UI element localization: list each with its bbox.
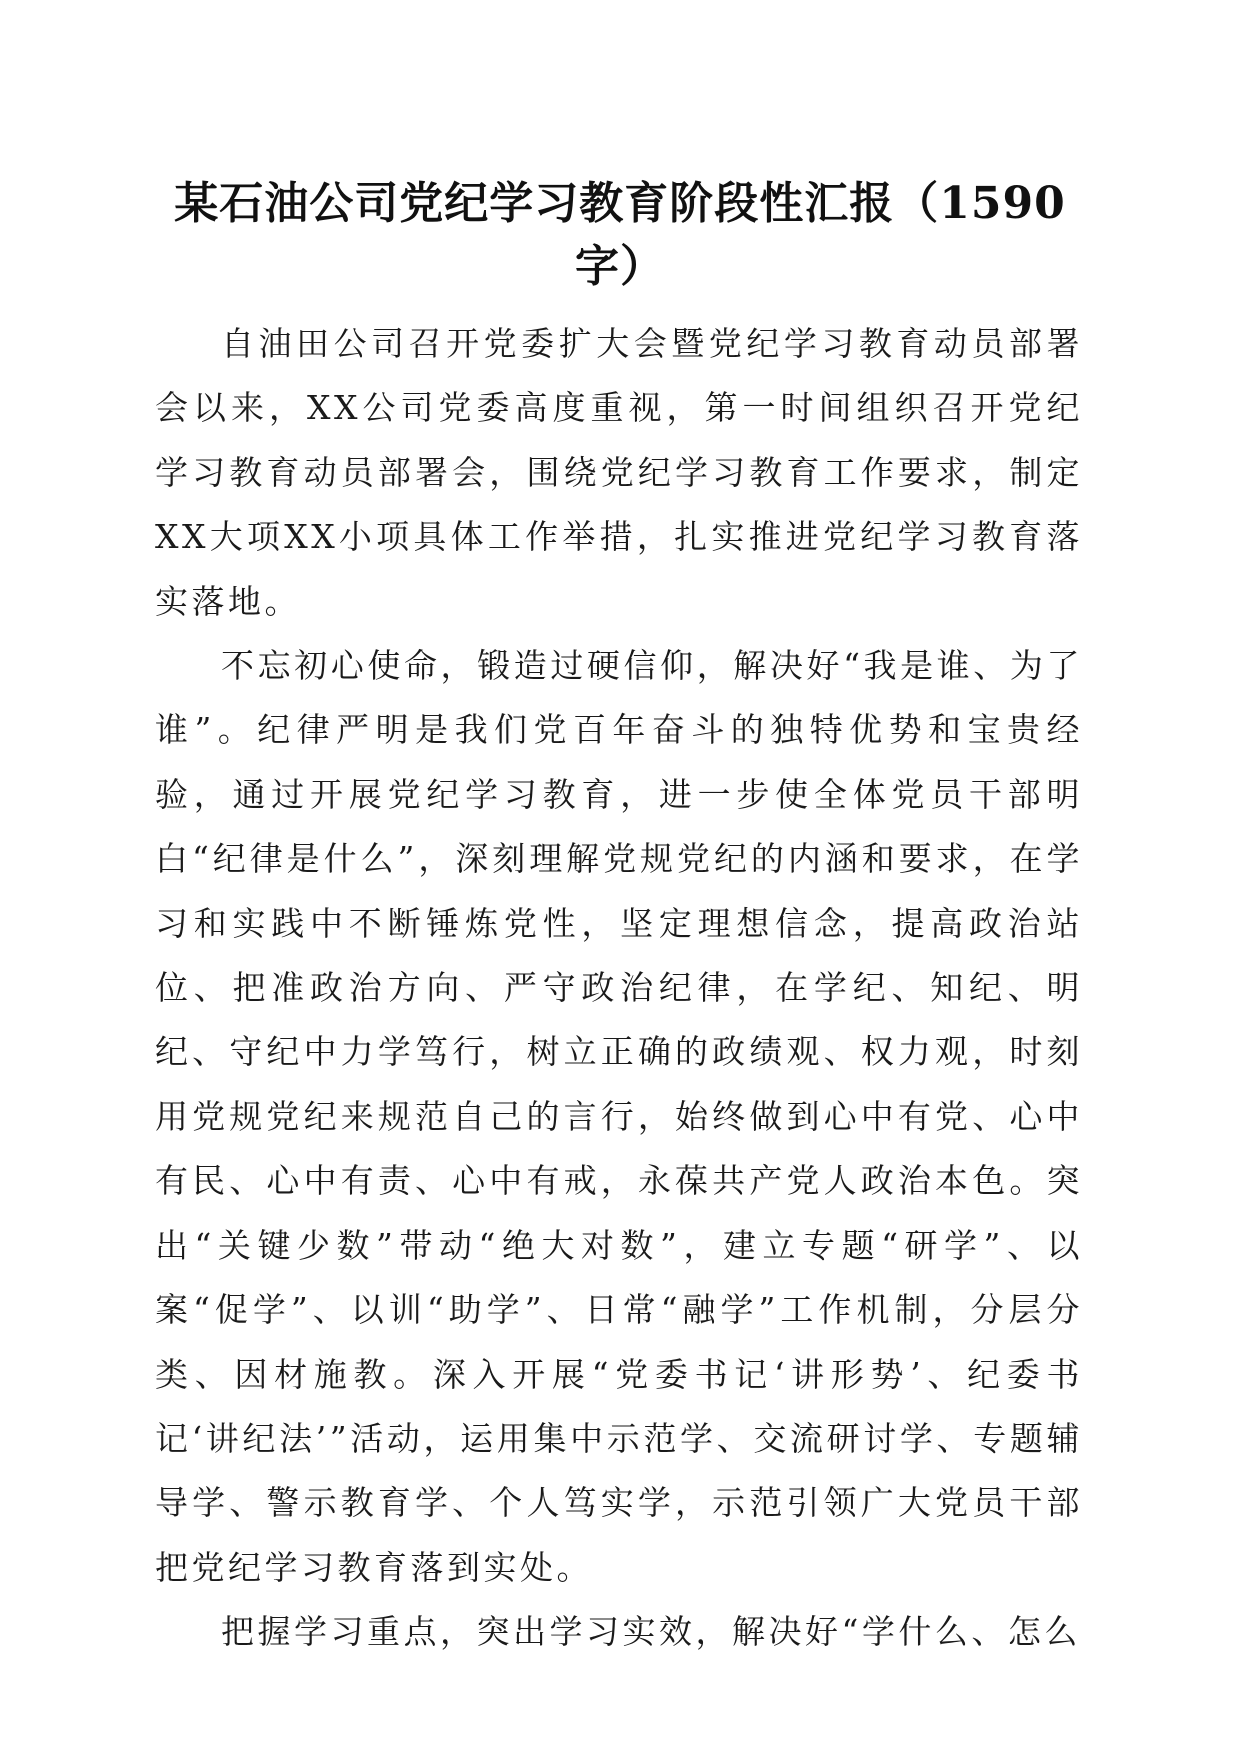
document-body <box>155 312 1083 1665</box>
paragraph-1: 自油田公司召开党委扩大会暨党纪学习教育动员部署会以来，XX公司党委高度重视，第一时间组织召开党纪学习教育动员部署会，围绕党纪学习教育工作要求，制定XX大项XX小项具体工作举措，扎实推进党纪学习教育落实落地。 <box>155 324 1083 621</box>
paragraph-3: 把握学习重点，突出学习实效，解决好“学什么、怎么 <box>221 1612 1081 1652</box>
paragraph-2: 不忘初心使命，锻造过硬信仰，解决好“我是谁、为了谁”。纪律严明是我们党百年奋斗的独特优势和宝贵经验，通过开展党纪学习教育，进一步使全体党员干部明白“纪律是什么”，深刻理解党规党纪的内涵和要求，在学习和实践中不断锤炼党性，坚定理想信念，提高政治站位、把准政治方向、严守政治纪律，在学纪、知纪、明纪、守纪中力学笃行，树立正确的政绩观、权力观，时刻用党规党纪来规范自己的言行，始终做到心中有党、心中有民、心中有责、心中有戒，永葆共产党人政治本色。突出“关键少数”带动“绝大对数”，建立专题“研学”、以案“促学”、以训“助学”、日常“融学”工作机制，分层分类、因材施教。深入开展“党委书记‘讲形势’、纪委书记‘讲纪法’”活动，运用集中示范学、交流研讨学、专题辅导学、警示教育学、个人笃实学，示范引领广大党员干部把党纪学习教育落到实处。 <box>155 646 1083 1587</box>
document-title: 某石油公司党纪学习教育阶段性汇报（1590字） <box>174 178 1066 292</box>
